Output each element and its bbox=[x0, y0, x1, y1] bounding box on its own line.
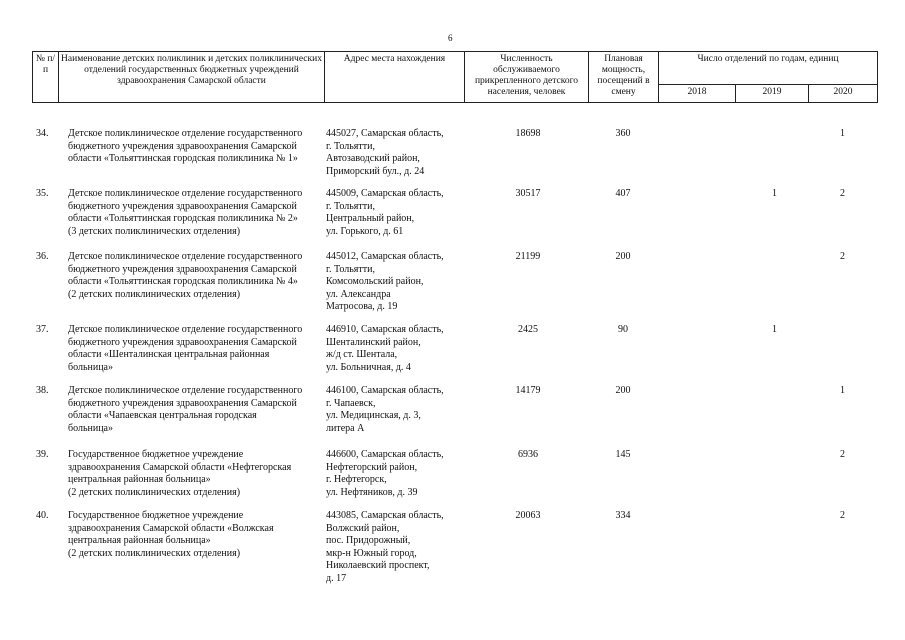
institution-name-line: Детское поликлиническое отделение государственного bbox=[68, 385, 303, 396]
address-line: Волжский район, bbox=[326, 522, 400, 534]
page-number: 6 bbox=[448, 33, 453, 43]
address-line: 446600, Самарская область, bbox=[326, 449, 444, 460]
address-line: Центральный район, bbox=[326, 213, 415, 225]
institution-name-line: области «Тольяттинская городская поликлиника № 4» bbox=[68, 276, 298, 288]
address-line: Автозаводский район, bbox=[326, 153, 420, 165]
capacity-value: 360 bbox=[615, 128, 631, 139]
institution-name-line: области «Тольяттинская городская поликлиника № 2» bbox=[68, 213, 298, 225]
capacity-value: 145 bbox=[615, 449, 631, 460]
address-line: г. Тольятти, bbox=[326, 140, 375, 152]
address-line: Приморский бул., д. 24 bbox=[326, 165, 425, 177]
institution-name-line: области «Тольяттинская городская поликлиника № 1» bbox=[68, 153, 298, 165]
units-2020-value: 1 bbox=[840, 128, 845, 139]
institution-name bbox=[68, 385, 330, 435]
institution-name-line: здравоохранения Самарской области «Волжская bbox=[68, 522, 274, 534]
institution-name-line: бюджетного учреждения здравоохранения Самарской bbox=[68, 336, 297, 348]
address-line: литера А bbox=[326, 422, 365, 434]
institution-name-line: Детское поликлиническое отделение государственного bbox=[68, 188, 303, 199]
address-line: г. Чапаевск, bbox=[326, 397, 376, 409]
institution-name-line: бюджетного учреждения здравоохранения Самарской bbox=[68, 200, 297, 212]
address-line: г. Тольятти, bbox=[326, 200, 375, 212]
address bbox=[326, 324, 466, 374]
address bbox=[326, 188, 466, 238]
address-line: ул. Медицинская, д. 3, bbox=[326, 410, 421, 422]
institution-name bbox=[68, 449, 330, 499]
header-year-2020: 2020 bbox=[809, 85, 878, 103]
units-2020-value: 1 bbox=[840, 385, 845, 396]
address-line: 443085, Самарская область, bbox=[326, 510, 444, 521]
capacity-value: 407 bbox=[615, 188, 631, 199]
institution-name-line: области «Чапаевская центральная городская bbox=[68, 410, 257, 422]
address-line: 445009, Самарская область, bbox=[326, 188, 444, 199]
capacity-value: 200 bbox=[615, 251, 631, 262]
institution-name-line: бюджетного учреждения здравоохранения Самарской bbox=[68, 397, 297, 409]
units-2020-value: 2 bbox=[840, 449, 845, 460]
address-line: 446100, Самарская область, bbox=[326, 385, 444, 396]
address-line: 445012, Самарская область, bbox=[326, 251, 444, 262]
institution-name-line: Государственное бюджетное учреждение bbox=[68, 449, 244, 460]
header-units: Число отделений по годам, единиц bbox=[659, 52, 878, 85]
address-line: ул. Горького, д. 61 bbox=[326, 225, 404, 237]
address-line: ж/д ст. Шентала, bbox=[326, 349, 398, 361]
units-2020-value: 2 bbox=[840, 188, 845, 199]
institution-name bbox=[68, 188, 330, 238]
header-num: № п/п bbox=[33, 52, 59, 103]
population-value: 2425 bbox=[518, 324, 538, 335]
institution-name-line: бюджетного учреждения здравоохранения Самарской bbox=[68, 263, 297, 275]
header-year-2018: 2018 bbox=[659, 85, 736, 103]
address bbox=[326, 449, 466, 499]
row-number: 39. bbox=[36, 449, 49, 460]
institution-name-line: здравоохранения Самарской области «Нефтегорская bbox=[68, 461, 292, 473]
header-population: Численность обслуживаемого прикрепленного детского населения, человек bbox=[465, 52, 589, 103]
header-address: Адрес места нахождения bbox=[325, 52, 465, 103]
address-line: д. 17 bbox=[326, 572, 347, 584]
address-line: Николаевский проспект, bbox=[326, 560, 430, 572]
address-line: Шенталинский район, bbox=[326, 336, 421, 348]
address-line: Комсомольский район, bbox=[326, 276, 424, 288]
units-2020-value: 2 bbox=[840, 510, 845, 521]
institution-name-line: больница» bbox=[68, 422, 113, 434]
address-line: ул. Александра bbox=[326, 288, 391, 300]
address-line: 446910, Самарская область, bbox=[326, 324, 444, 335]
capacity-value: 90 bbox=[618, 324, 628, 335]
row-number: 40. bbox=[36, 510, 49, 521]
capacity-value: 334 bbox=[615, 510, 631, 521]
capacity-value: 200 bbox=[615, 385, 631, 396]
population-value: 30517 bbox=[515, 188, 541, 199]
address-line: Нефтегорский район, bbox=[326, 461, 418, 473]
population-value: 20063 bbox=[515, 510, 541, 521]
institution-name-line: Детское поликлиническое отделение государственного bbox=[68, 251, 303, 262]
address bbox=[326, 510, 466, 586]
institution-name bbox=[68, 128, 330, 166]
row-number: 36. bbox=[36, 251, 49, 262]
address-line: г. Нефтегорск, bbox=[326, 474, 387, 486]
row-number: 37. bbox=[36, 324, 49, 335]
header-year-2019: 2019 bbox=[736, 85, 809, 103]
address bbox=[326, 385, 466, 435]
address bbox=[326, 128, 466, 178]
table-header bbox=[32, 51, 878, 103]
population-value: 6936 bbox=[518, 449, 538, 460]
institution-name bbox=[68, 510, 330, 560]
row-number: 38. bbox=[36, 385, 49, 396]
institution-name-line: бюджетного учреждения здравоохранения Самарской bbox=[68, 140, 297, 152]
institution-name bbox=[68, 251, 330, 301]
population-value: 21199 bbox=[515, 251, 541, 262]
institution-name bbox=[68, 324, 330, 374]
units-2019-value: 1 bbox=[772, 188, 777, 199]
institution-name-line: (2 детских поликлинических отделения) bbox=[68, 547, 241, 559]
institution-name-line: области «Шенталинская центральная районная bbox=[68, 349, 270, 361]
institution-name-line: (3 детских поликлинических отделения) bbox=[68, 225, 241, 237]
institution-name-line: Государственное бюджетное учреждение bbox=[68, 510, 244, 521]
address-line: г. Тольятти, bbox=[326, 263, 375, 275]
population-value: 18698 bbox=[515, 128, 541, 139]
units-2020-value: 2 bbox=[840, 251, 845, 262]
institution-name-line: Детское поликлиническое отделение государственного bbox=[68, 324, 303, 335]
address-line: ул. Больничная, д. 4 bbox=[326, 361, 411, 373]
institution-name-line: (2 детских поликлинических отделения) bbox=[68, 288, 241, 300]
address bbox=[326, 251, 466, 314]
header-capacity: Плановая мощность, посещений в смену bbox=[589, 52, 659, 103]
header-name: Наименование детских поликлиник и детских поликлинических отделений государственных бюджетных учреждений здравоохранения Самарской области bbox=[59, 52, 325, 103]
institution-name-line: больница» bbox=[68, 361, 113, 373]
row-number: 35. bbox=[36, 188, 49, 199]
institution-name-line: центральная районная больница» bbox=[68, 474, 211, 486]
institution-name-line: Детское поликлиническое отделение государственного bbox=[68, 128, 303, 139]
institution-name-line: (2 детских поликлинических отделения) bbox=[68, 486, 241, 498]
address-line: ул. Нефтяников, д. 39 bbox=[326, 486, 418, 498]
address-line: Матросова, д. 19 bbox=[326, 301, 398, 313]
population-value: 14179 bbox=[515, 385, 541, 396]
institution-name-line: центральная районная больница» bbox=[68, 535, 211, 547]
address-line: мкр-н Южный город, bbox=[326, 547, 417, 559]
address-line: пос. Придорожный, bbox=[326, 535, 411, 547]
units-2019-value: 1 bbox=[772, 324, 777, 335]
address-line: 445027, Самарская область, bbox=[326, 128, 444, 139]
row-number: 34. bbox=[36, 128, 49, 139]
